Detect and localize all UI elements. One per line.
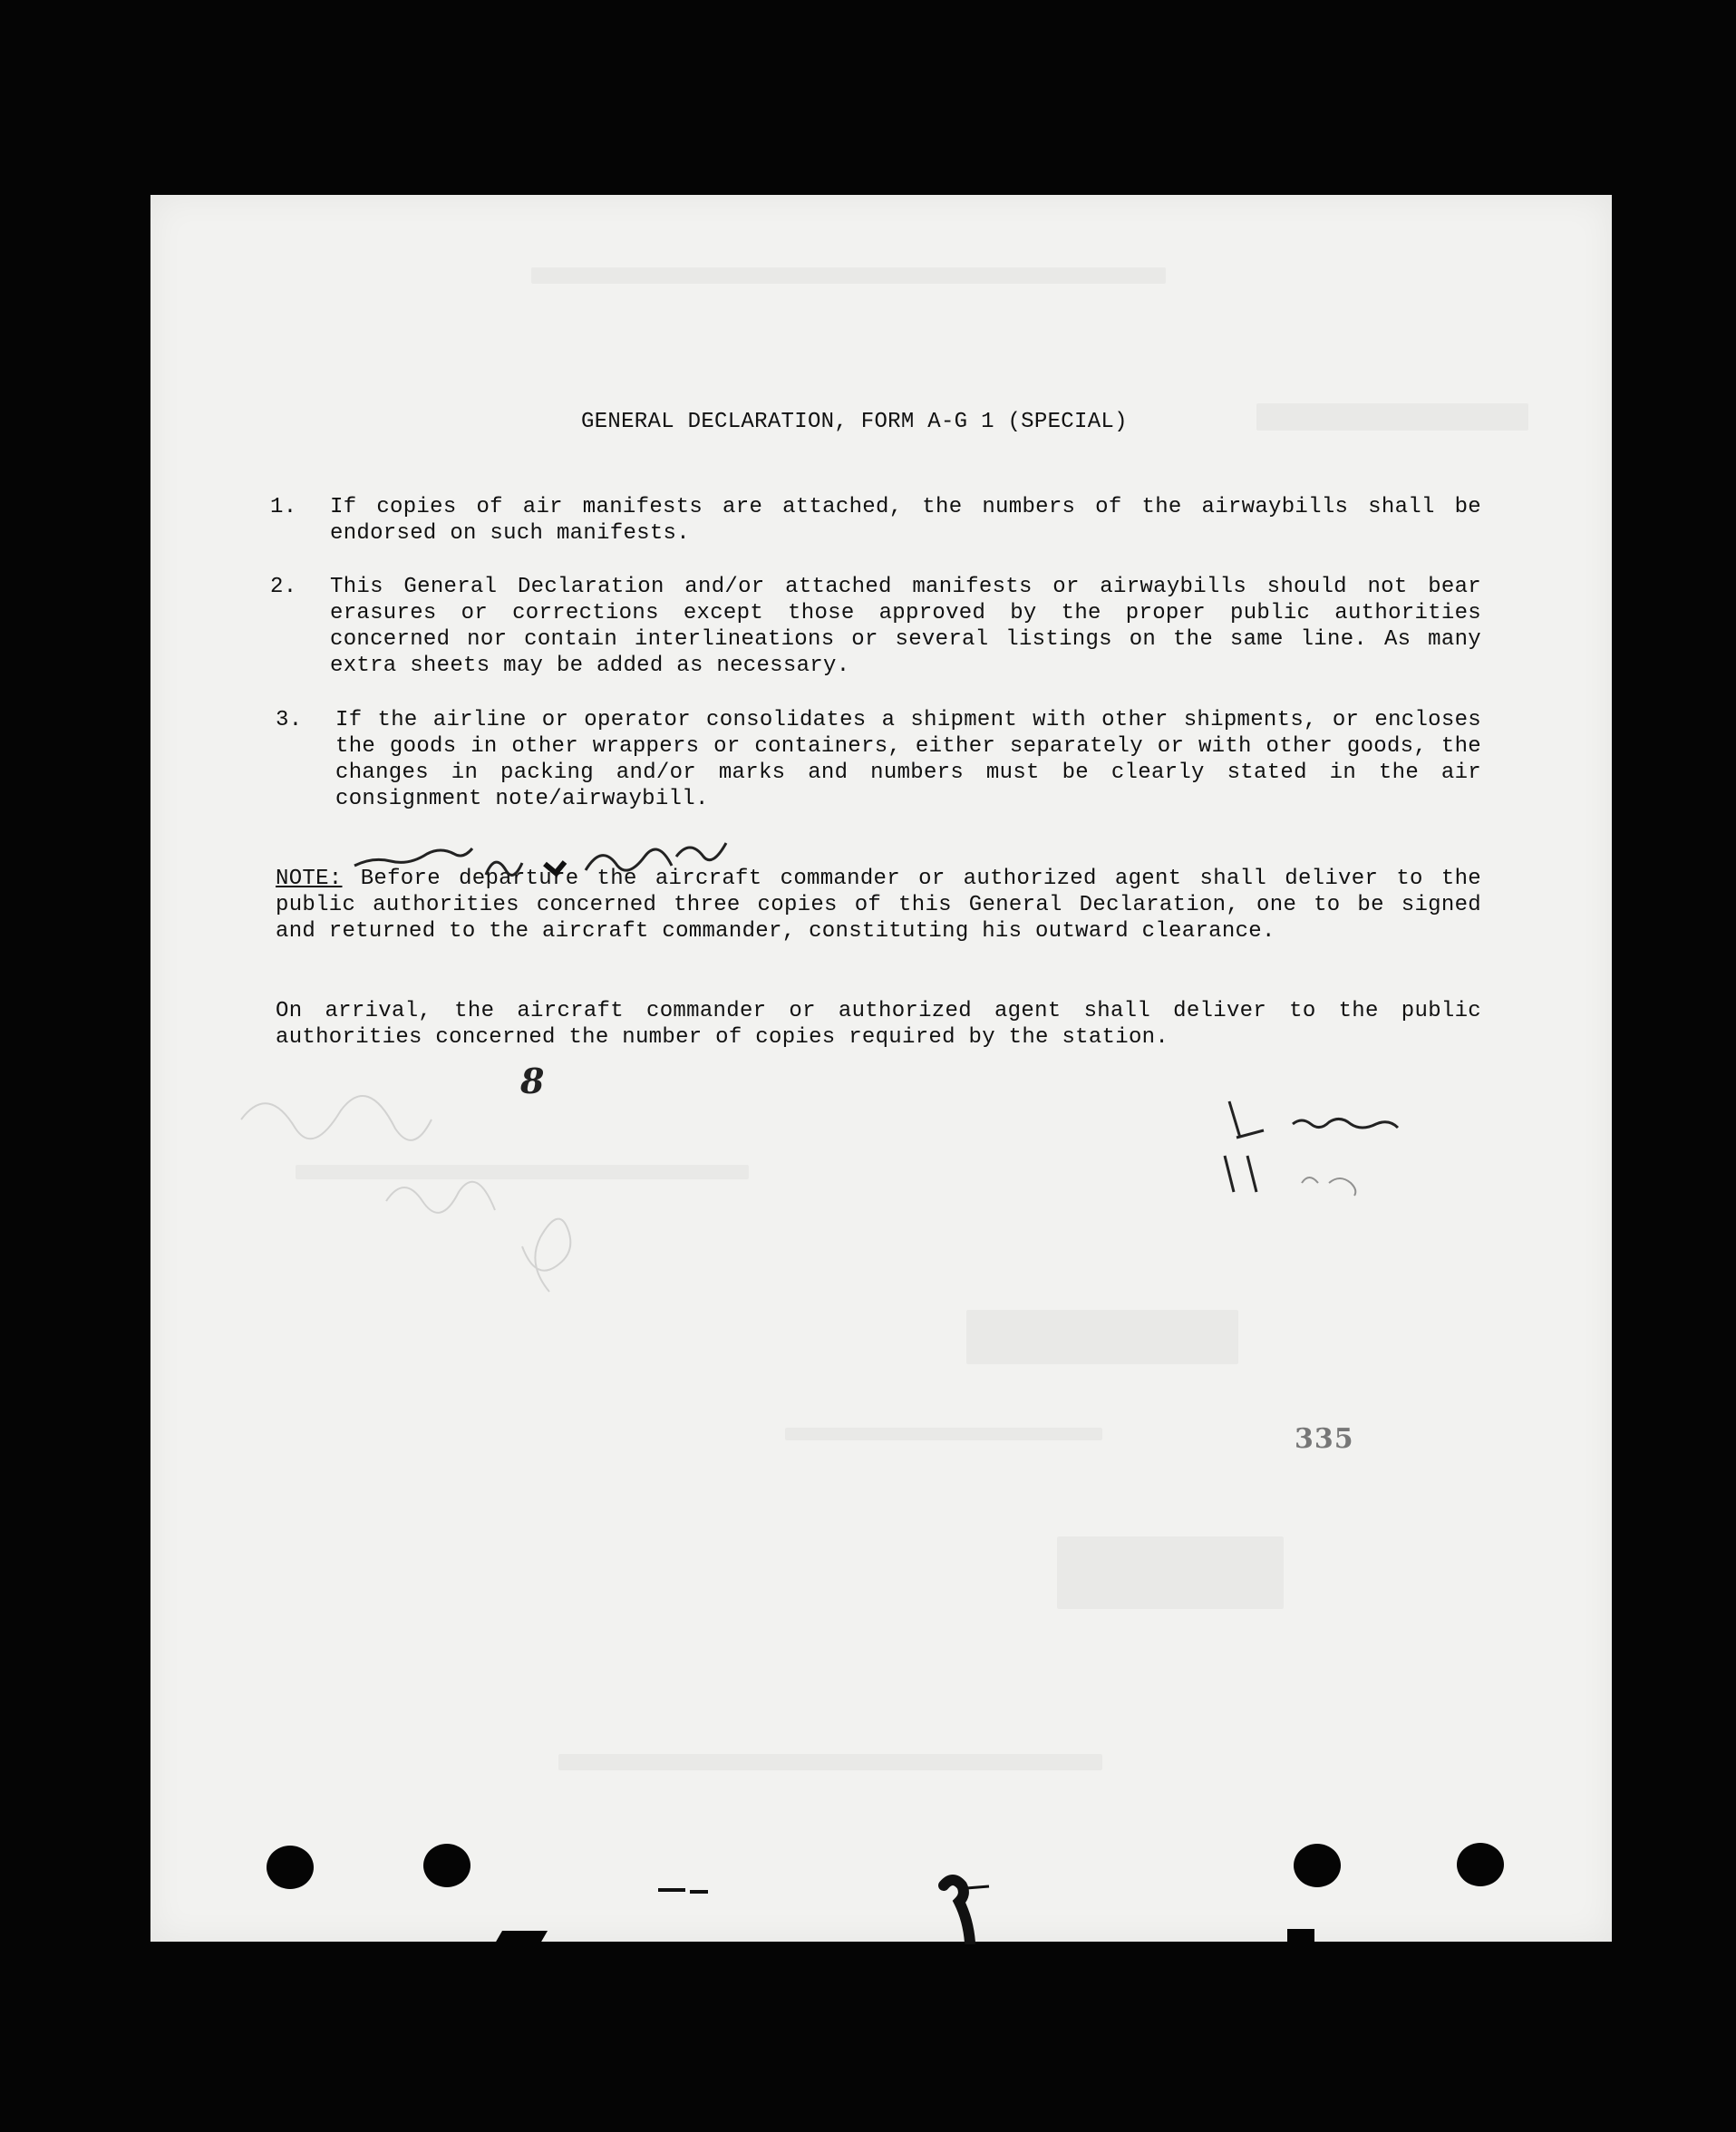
note-text: Before departure the aircraft commander or authorized agent shall deliver to the public authorities concerned three copies of this General Declaration, one to be signed and returned to the aircraft commander, constituting his outward clearance.: [276, 867, 1482, 944]
handwritten-scribble: [350, 829, 803, 893]
item-number: 3.: [276, 708, 303, 732]
stamp-number: 335: [1295, 1423, 1354, 1455]
handwritten-tally: [1211, 1083, 1447, 1219]
punch-hole: [267, 1846, 314, 1889]
torn-edge: [1287, 1929, 1314, 1953]
item-text: This General Declaration and/or attached manifests or airwaybills should not bear erasures or corrections except those approved by the proper public authorities concerned nor contain interlineations or several listings on the same line. As many extra sheets may be added as necessary.: [330, 575, 1481, 678]
item-number: 1.: [270, 495, 297, 519]
note-label: NOTE:: [276, 867, 343, 891]
item-number: 2.: [270, 575, 297, 599]
bleed-through-mark: [531, 267, 1166, 284]
handwritten-mark: 8: [520, 1061, 545, 1101]
bleed-through-mark: [1057, 1536, 1284, 1609]
item-text: If copies of air manifests are attached, the numbers of the airwaybills shall be endorsed on such manifests.: [330, 495, 1481, 546]
punch-hole: [1457, 1843, 1504, 1886]
punch-hole: [423, 1844, 470, 1887]
bleed-through-mark: [966, 1310, 1238, 1364]
document-sheet: [150, 195, 1612, 1942]
bleed-through-mark: [558, 1754, 1102, 1770]
torn-edge: [495, 1931, 548, 1943]
ink-smudge: [640, 1863, 1184, 1944]
document-title: GENERAL DECLARATION, FORM A-G 1 (SPECIAL): [581, 410, 1128, 434]
pencil-scribble: [223, 1065, 658, 1373]
punch-hole: [1294, 1844, 1341, 1887]
arrival-paragraph: On arrival, the aircraft commander or authorized agent shall deliver to the public authorities concerned the number of copies required by the station.: [276, 999, 1481, 1050]
item-text: If the airline or operator consolidates a shipment with other shipments, or encloses the goods in other wrappers or containers, either separately or with other goods, the changes in packing and/or marks and numbers must be clearly stated in the air consignment note/airwaybill.: [335, 708, 1481, 811]
bleed-through-mark: [785, 1428, 1102, 1440]
bleed-through-mark: [1256, 403, 1528, 431]
